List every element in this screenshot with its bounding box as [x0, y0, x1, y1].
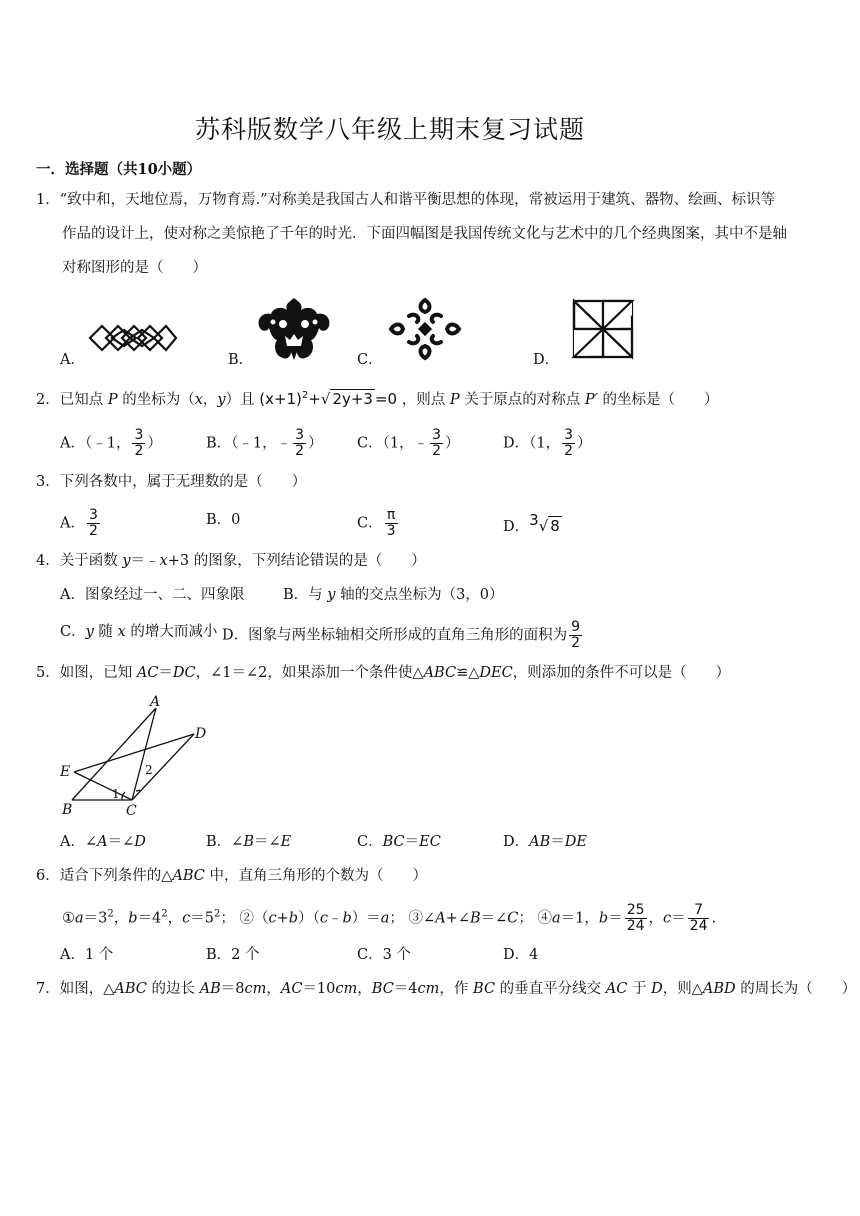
q1-line-1: 1．“致中和，天地位焉，万物育焉.”对称美是我国古人和谐平衡思想的体现，常被运用于建筑、器物、绘画、标识等: [36, 192, 776, 208]
pattern-c-ornament-image: [385, 296, 465, 362]
q1-option-c[interactable]: C．: [357, 352, 383, 368]
q5-angle-1: 1: [112, 787, 120, 801]
pattern-b-ornament-image: [255, 296, 333, 362]
q4-stem: 4．关于函数 y＝﹣x+3 的图象，下列结论错误的是（ ）: [36, 553, 426, 569]
q6-option-c[interactable]: C．3 个: [357, 947, 411, 963]
q6-option-d[interactable]: D．4: [503, 947, 539, 963]
q5-label-c: C: [126, 803, 137, 819]
q2-option-b[interactable]: B．（﹣1，﹣ $\frac{3}{2}$ ）: [206, 427, 323, 459]
q1-line-2: 作品的设计上，使对称之美惊艳了千年的时光．下面四幅图是我国传统文化与艺术中的几个经典图案，其中不是轴: [62, 226, 787, 242]
q5-option-a[interactable]: A．∠A＝∠D: [60, 834, 146, 850]
pattern-a-knot-image: [88, 318, 178, 358]
q5-label-e: E: [60, 764, 71, 780]
q3-option-a[interactable]: A． $\frac{3}{2}$: [60, 507, 98, 539]
q2-option-c[interactable]: C．（1，﹣ $\frac{3}{2}$ ）: [357, 427, 460, 459]
q5-label-a: A: [150, 694, 161, 710]
q6-stem: 6．适合下列条件的△ABC 中，直角三角形的个数为（ ）: [36, 868, 427, 884]
q5-stem: 5．如图，已知 AC＝DC，∠1＝∠2，如果添加一个条件使△ABC≌△DEC，则添加的条件不可以是（ ）: [36, 665, 731, 681]
q2-equation: $(x+1)^2+√$ 2y+3 =0: [259, 390, 398, 408]
q2-option-d[interactable]: D．（1， $\frac{3}{2}$ ）: [503, 427, 592, 459]
q6-conditions: $①a=3^2$，$b=4^2$，$c=5^2$； ②（c+b）（c﹣b）＝a； ③∠A+∠B＝∠C； ④a＝1，b＝ $\frac{25}{24}$ ，c＝ $\frac{7}{24}$ .: [62, 902, 717, 934]
q5-label-d: D: [195, 726, 207, 742]
section-heading: 一．选择题（共10小题）: [36, 161, 202, 178]
q7-stem: 7．如图，△ABC 的边长 AB＝8cm，AC＝10cm，BC＝4cm，作 BC 的垂直平分线交 AC 于 D，则△ABD 的周长为（ ）: [36, 981, 857, 997]
q3-option-c[interactable]: C． $\frac{\pi}{3}$: [357, 507, 396, 539]
q1-line-3: 对称图形的是（ ）: [62, 260, 207, 276]
q2-stem: 2．已知点 P 的坐标为（x，y）且 $(x+1)^2+√$ 2y+3 =0 ，则点 P 关于原点的对称点 P′ 的坐标是（ ）: [36, 390, 719, 408]
q6-option-b[interactable]: B．2 个: [206, 947, 260, 963]
q5-label-b: B: [62, 802, 73, 818]
q1-option-a[interactable]: A．: [60, 352, 85, 368]
q3-option-d[interactable]: D．$^3$√ 8: [503, 511, 560, 535]
q5-option-b[interactable]: B．∠B＝∠E: [206, 834, 292, 850]
q3-stem: 3．下列各数中，属于无理数的是（ ）: [36, 474, 307, 490]
q3-option-b[interactable]: B．0: [206, 512, 241, 528]
q5-option-d[interactable]: D．AB＝DE: [503, 834, 587, 850]
page-title: 苏科版数学八年级上期末复习试题: [194, 115, 585, 144]
q1-option-d[interactable]: D．: [533, 352, 560, 368]
pattern-d-pinwheel-image: [570, 297, 636, 361]
q5-angle-2: 2: [145, 763, 153, 777]
q4-option-b[interactable]: B．与 y 轴的交点坐标为（3，0）: [283, 587, 504, 603]
q1-option-b[interactable]: B．: [228, 352, 254, 368]
q5-geometry-figure: [56, 694, 216, 820]
q4-option-c[interactable]: C．y 随 x 的增大而减小: [60, 624, 218, 640]
q4-option-a[interactable]: A．图象经过一、二、四象限: [60, 587, 245, 603]
q4-option-d[interactable]: D．图象与两坐标轴相交所形成的直角三角形的面积为 $\frac{9}{2}$: [222, 619, 581, 651]
q2-option-a[interactable]: A．（﹣1， $\frac{3}{2}$ ）: [60, 427, 162, 459]
q5-option-c[interactable]: C．BC＝EC: [357, 834, 441, 850]
q6-option-a[interactable]: A．1 个: [60, 947, 114, 963]
